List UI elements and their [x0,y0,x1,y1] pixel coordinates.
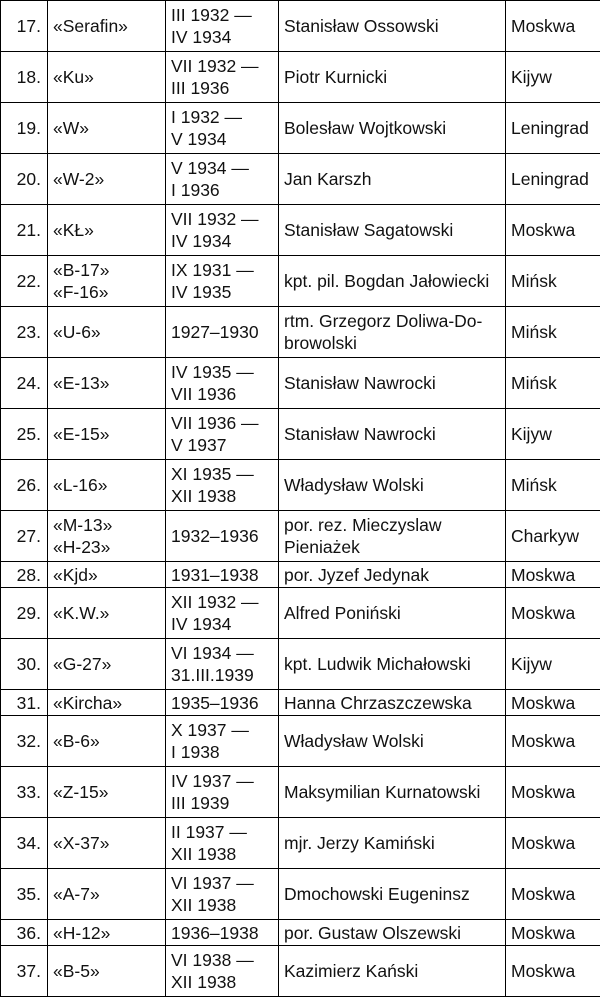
person-cell [279,409,506,460]
person-cell-line: Piotr Kurnicki [284,67,388,87]
person-cell [279,103,506,154]
period-cell-line: I 1938 [171,742,220,762]
period-cell [166,690,279,716]
period-cell-line: VI 1938 — [171,950,254,970]
period-cell-line: 31.III.1939 [171,665,254,685]
row-number: 26. [1,460,48,511]
person-cell [279,256,506,307]
codename-cell-line: «B-6» [53,731,100,751]
period-cell-line: XII 1938 [171,844,237,864]
city-cell: Mińsk [506,256,600,307]
period-cell-line: VI 1934 — [171,643,254,663]
person-cell-line: por. Gustaw Olszewski [284,922,461,943]
codename-cell [48,716,166,767]
period-cell-line: VII 1936 [171,384,237,404]
person-cell [279,639,506,690]
person-cell-line: por. rez. Mieczyslaw [284,515,442,535]
codename-cell [48,103,166,154]
period-cell [166,511,279,562]
row-number: 24. [1,358,48,409]
codename-cell-line: «U-6» [53,322,101,342]
person-cell-line: rtm. Grzegorz Doliwa-Do- [284,311,483,331]
table-row [1,639,600,690]
period-cell-line: XI 1935 — [171,464,254,484]
codename-cell [48,639,166,690]
person-cell-line: Stanisław Ossowski [284,16,439,36]
period-cell-line: IV 1934 [171,614,232,634]
codename-cell [48,205,166,256]
period-cell [166,716,279,767]
city-cell: Kijyw [506,639,600,690]
period-cell-line: XII 1938 [171,486,237,506]
person-cell-line: kpt. Ludwik Michałowski [284,654,471,674]
city-cell: Moskwa [506,869,600,920]
codename-cell-line: «K.W.» [53,603,110,623]
person-cell [279,946,506,997]
period-cell-line: VII 1936 — [171,413,259,433]
row-number: 33. [1,767,48,818]
period-cell [166,767,279,818]
row-number: 31. [1,690,48,716]
codename-cell [48,358,166,409]
period-cell [166,256,279,307]
city-cell: Moskwa [506,1,600,52]
city-cell: Moskwa [506,690,600,716]
period-cell-line: V 1937 [171,435,227,455]
table-row [1,1,600,52]
period-cell-line: IV 1937 — [171,771,254,791]
codename-cell-line: «F-16» [53,282,109,302]
city-cell: Charkyw [506,511,600,562]
period-cell-line: XII 1938 [171,895,237,915]
codename-cell [48,511,166,562]
codename-cell [48,920,166,946]
person-cell-line: Stanisław Sagatowski [284,220,454,240]
codename-cell [48,154,166,205]
period-cell [166,1,279,52]
person-cell [279,690,506,716]
period-cell-line: XII 1932 — [171,592,259,612]
period-cell [166,460,279,511]
codename-cell [48,409,166,460]
codename-cell-line: «B-5» [53,961,100,981]
city-cell: Moskwa [506,205,600,256]
person-cell [279,920,506,946]
period-cell-line: I 1936 [171,180,220,200]
period-cell-line: II 1937 — [171,822,247,842]
person-cell [279,205,506,256]
person-cell [279,460,506,511]
codename-cell-line: «Z-15» [53,782,109,802]
table-row [1,920,600,946]
period-cell-line: IV 1934 [171,231,232,251]
table-row [1,52,600,103]
period-cell-line: IX 1931 — [171,260,254,280]
city-cell: Leningrad [506,103,600,154]
person-cell [279,562,506,588]
city-cell: Mińsk [506,307,600,358]
codename-cell [48,52,166,103]
city-cell: Moskwa [506,716,600,767]
table-row [1,511,600,562]
city-cell: Leningrad [506,154,600,205]
codename-cell [48,818,166,869]
row-number: 20. [1,154,48,205]
row-number: 29. [1,588,48,639]
period-cell [166,920,279,946]
row-number: 23. [1,307,48,358]
person-cell [279,818,506,869]
row-number: 17. [1,1,48,52]
table-body [1,1,600,997]
period-cell-line: III 1936 [171,78,230,98]
period-cell-line: I 1932 — [171,107,243,127]
table-row [1,946,600,997]
person-cell [279,154,506,205]
person-cell-line: Hanna Chrzaszczewska [284,692,472,713]
person-cell-line: Maksymilian Kurnatowski [284,782,481,802]
person-cell-line: Władysław Wolski [284,475,424,495]
row-number: 19. [1,103,48,154]
row-number: 28. [1,562,48,588]
codename-cell [48,460,166,511]
row-number: 35. [1,869,48,920]
period-cell [166,869,279,920]
table-row [1,358,600,409]
person-cell [279,1,506,52]
period-cell-line: VI 1937 — [171,873,254,893]
period-cell-line: 1935–1936 [171,692,259,713]
city-cell: Moskwa [506,767,600,818]
period-cell [166,562,279,588]
city-cell: Moskwa [506,818,600,869]
person-cell-line: kpt. pil. Bogdan Jałowiecki [284,271,490,291]
period-cell-line: X 1937 — [171,720,249,740]
codename-cell-line: «Kjd» [53,564,98,585]
table-row [1,409,600,460]
table-row [1,767,600,818]
city-cell: Moskwa [506,588,600,639]
codename-cell-line: «W-2» [53,169,105,189]
codename-cell-line: «E-15» [53,424,110,444]
row-number: 34. [1,818,48,869]
period-cell-line: IV 1935 — [171,362,254,382]
row-number: 37. [1,946,48,997]
person-cell-line: mjr. Jerzy Kamiński [284,833,435,853]
period-cell [166,818,279,869]
codename-cell-line: «X-37» [53,833,110,853]
city-cell: Moskwa [506,946,600,997]
period-cell-line: III 1932 — [171,5,252,25]
codename-cell-line: «G-27» [53,654,112,674]
table-row [1,562,600,588]
codename-cell [48,307,166,358]
period-cell [166,946,279,997]
codename-cell [48,588,166,639]
codename-cell-line: «W» [53,118,89,138]
codename-cell-line: «B-17» [53,260,110,280]
city-cell: Kijyw [506,52,600,103]
city-cell: Kijyw [506,409,600,460]
city-cell: Moskwa [506,562,600,588]
person-cell-line: Pieniażek [284,537,360,557]
table-row [1,307,600,358]
table-row [1,460,600,511]
codename-cell-line: «H-23» [53,537,111,557]
person-cell-line: Jan Karszh [284,169,372,189]
period-cell-line: IV 1934 [171,27,232,47]
person-cell [279,511,506,562]
codename-cell [48,256,166,307]
person-cell [279,716,506,767]
period-cell-line: 1936–1938 [171,922,259,943]
person-cell [279,869,506,920]
person-cell-line: Kazimierz Kański [284,961,419,981]
table-row [1,205,600,256]
person-cell-line: Dmochowski Eugeninsz [284,884,470,904]
period-cell-line: V 1934 [171,129,227,149]
period-cell-line: V 1934 — [171,158,249,178]
codename-cell-line: «Kircha» [53,692,123,713]
person-cell-line: browolski [284,333,357,353]
table-row [1,716,600,767]
person-cell [279,52,506,103]
codename-cell [48,869,166,920]
table-row [1,690,600,716]
city-cell: Mińsk [506,460,600,511]
person-cell-line: por. Jyzef Jedynak [284,564,429,585]
person-cell [279,588,506,639]
city-cell: Mińsk [506,358,600,409]
table-row [1,154,600,205]
codename-cell-line: «Serafin» [53,16,128,36]
codename-cell-line: «KŁ» [53,220,94,240]
row-number: 25. [1,409,48,460]
row-number: 32. [1,716,48,767]
period-cell-line: IV 1935 [171,282,232,302]
person-cell-line: Alfred Poniński [284,603,401,623]
period-cell [166,205,279,256]
period-cell [166,588,279,639]
period-cell [166,307,279,358]
person-cell-line: Stanisław Nawrocki [284,424,436,444]
person-cell [279,307,506,358]
period-cell [166,154,279,205]
period-cell-line: 1931–1938 [171,564,259,585]
table-row [1,588,600,639]
codename-cell-line: «M-13» [53,515,113,535]
codename-cell-line: «Ku» [53,67,94,87]
period-cell [166,103,279,154]
period-cell-line: 1927–1930 [171,322,259,342]
period-cell [166,639,279,690]
codename-cell-line: «L-16» [53,475,108,495]
city-cell: Moskwa [506,920,600,946]
codename-cell [48,1,166,52]
row-number: 36. [1,920,48,946]
table-row [1,818,600,869]
row-number: 27. [1,511,48,562]
period-cell-line: 1932–1936 [171,526,259,546]
codename-cell-line: «H-12» [53,922,111,943]
codename-cell [48,562,166,588]
row-number: 21. [1,205,48,256]
period-cell-line: III 1939 [171,793,230,813]
person-cell-line: Stanisław Nawrocki [284,373,436,393]
person-cell [279,358,506,409]
codename-cell-line: «A-7» [53,884,100,904]
codename-cell [48,767,166,818]
table-row [1,103,600,154]
row-number: 18. [1,52,48,103]
period-cell-line: VII 1932 — [171,56,259,76]
codename-cell [48,690,166,716]
person-cell [279,767,506,818]
row-number: 30. [1,639,48,690]
codename-cell-line: «E-13» [53,373,110,393]
person-cell-line: Bolesław Wojtkowski [284,118,447,138]
period-cell [166,358,279,409]
row-number: 22. [1,256,48,307]
table-row [1,869,600,920]
period-cell-line: VII 1932 — [171,209,259,229]
table-row [1,256,600,307]
period-cell [166,409,279,460]
period-cell-line: XII 1938 [171,972,237,992]
codename-cell [48,946,166,997]
person-cell-line: Władysław Wolski [284,731,424,751]
period-cell [166,52,279,103]
